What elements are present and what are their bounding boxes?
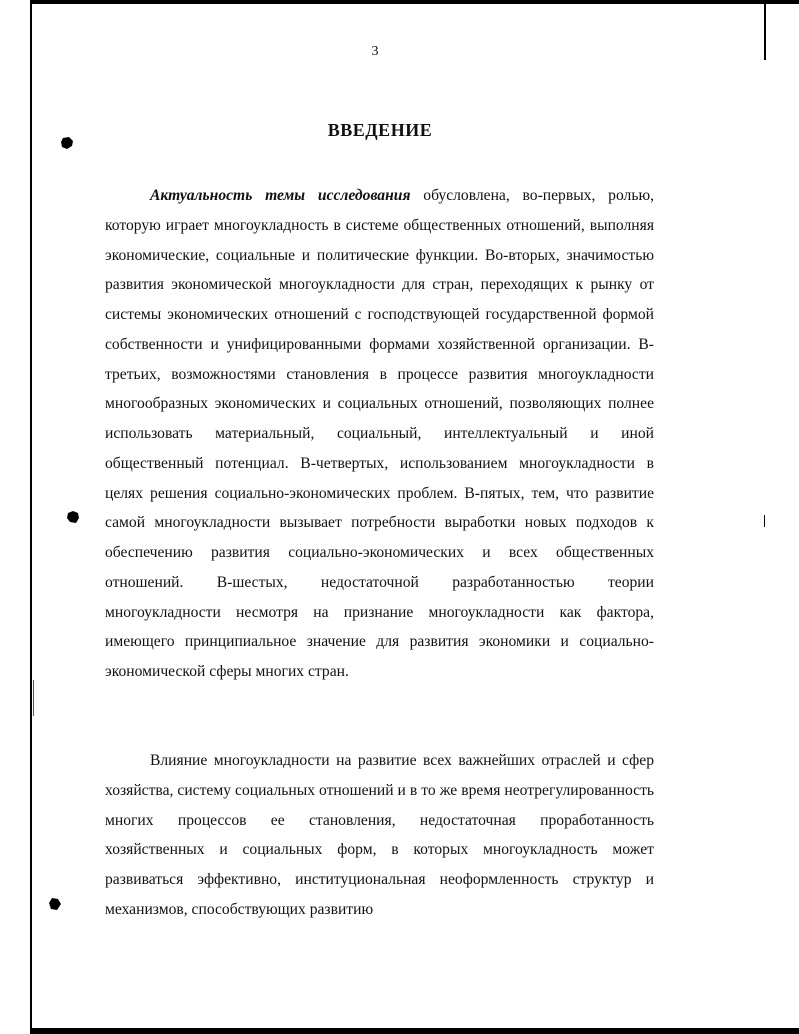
scan-tick-left <box>33 680 34 716</box>
paragraph-relevance <box>105 181 654 687</box>
page-number: 3 <box>371 44 379 59</box>
relevance-lead-term: Актуальность темы исследования <box>150 187 411 204</box>
scan-border-left <box>30 0 32 1034</box>
scan-border-bottom <box>30 1028 799 1034</box>
influence-body-text: Влияние многоукладности на развитие всех важнейших отраслей и сфер хозяйства, систему социальных отношений и в то же время неотрегулированность многих процессов ее становления, недостаточная проработанность хозяйственных и социальных форм, в которых многоукладность может развиваться эффективно, институциональная неоформленность структур и механизмов, способствующих развитию <box>105 752 654 918</box>
scan-tick-right <box>764 515 765 527</box>
punch-hole-mark-bottom <box>48 897 62 911</box>
paragraph-influence <box>105 746 654 925</box>
page-heading: ВВЕДЕНИЕ <box>327 120 433 140</box>
scan-border-right <box>764 0 766 60</box>
scan-border-top <box>30 0 799 4</box>
relevance-body-text: обусловлена, во-первых, ролью, которую играет многоукладность в системе общественных отношений, выполняя экономические, социальные и политические функции. Во-вторых, значимостью развития экономической многоукладности для стран, переходящих к рынку от системы экономических отношений с господствующей государственной формой собственности и унифицированными формами хозяйственной организации. В-третьих, возможностями становления в процессе развития многоукладности многообразных экономических и социальных отношений, позволяющих полнее использовать материальный, социальный, интеллектуальный и иной общественный потенциал. В-четвертых, использованием многоукладности в целях решения социально-экономических проблем. В-пятых, тем, что развитие самой многоукладности вызывает потребности выработки новых подходов к обеспечению развития социально-экономических и всех общественных отношений. В-шестых, недостаточной разработанностью теории многоукладности несмотря на признание многоукладности как фактора, имеющего принципиальное значение для развития экономики и социально-экономической сферы многих стран. <box>105 187 655 680</box>
punch-hole-mark-middle <box>66 510 80 524</box>
